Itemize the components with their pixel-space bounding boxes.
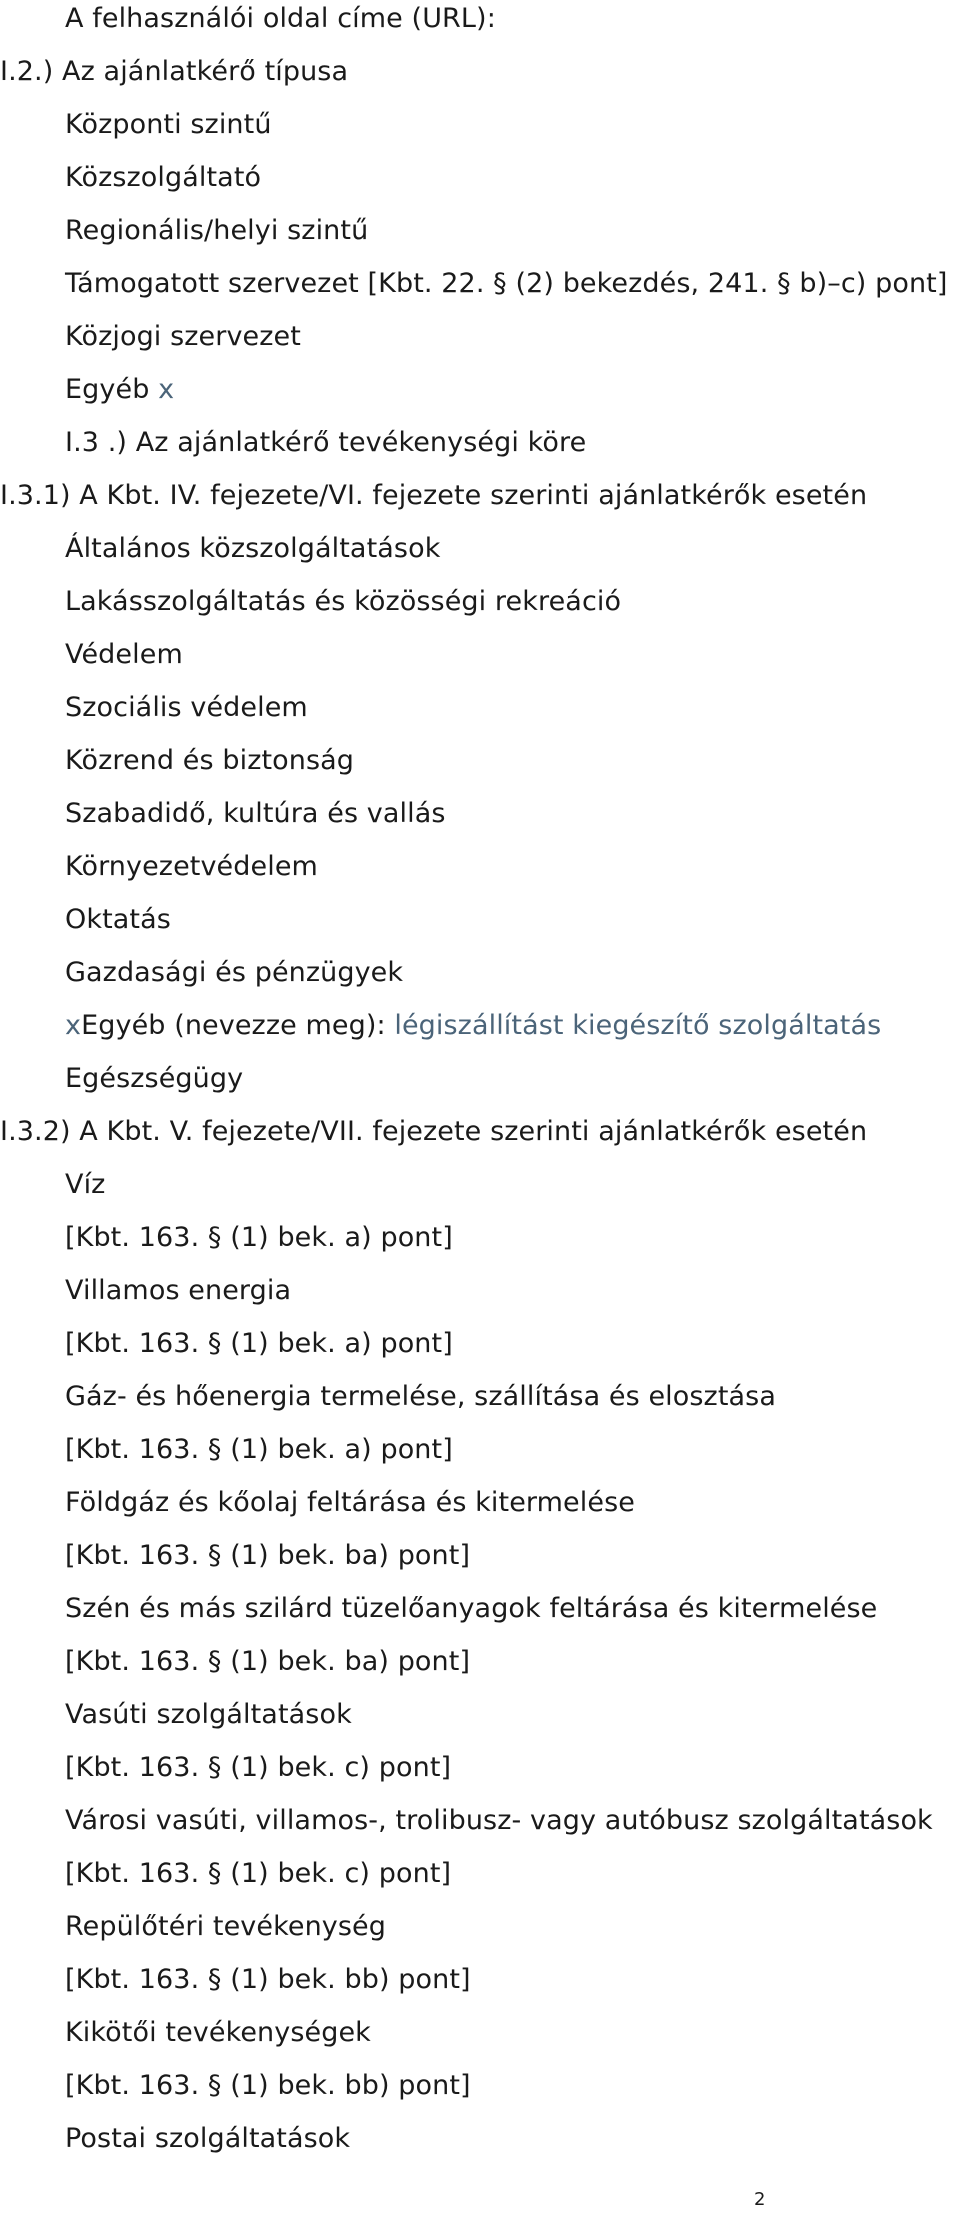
activity-other bbox=[65, 1009, 881, 1043]
utility-postal: Postai szolgáltatások bbox=[65, 2123, 351, 2154]
type-public-service: Közszolgáltató bbox=[65, 162, 262, 193]
utility-water-reference: [Kbt. 163. § (1) bek. a) pont] bbox=[65, 1222, 453, 1253]
utility-coal: Szén és más szilárd tüzelőanyagok feltárása és kitermelése bbox=[65, 1593, 878, 1624]
url-label: A felhasználói oldal címe (URL): bbox=[65, 3, 496, 34]
type-public-law-body: Közjogi szervezet bbox=[65, 321, 301, 352]
activity-defence: Védelem bbox=[65, 639, 183, 670]
utility-rail-reference: [Kbt. 163. § (1) bek. c) pont] bbox=[65, 1752, 452, 1783]
type-other-label: Egyéb bbox=[65, 374, 159, 405]
utility-coal-reference: [Kbt. 163. § (1) bek. ba) pont] bbox=[65, 1646, 471, 1677]
activity-other-value: légiszállítást kiegészítő szolgáltatás bbox=[394, 1010, 882, 1041]
utility-port-reference: [Kbt. 163. § (1) bek. bb) pont] bbox=[65, 2070, 471, 2101]
utility-rail: Vasúti szolgáltatások bbox=[65, 1699, 352, 1730]
activity-other-check-mark: x bbox=[65, 1010, 82, 1041]
activity-social-protection: Szociális védelem bbox=[65, 692, 308, 723]
utility-urban-transport: Városi vasúti, villamos-, trolibusz- vagy autóbusz szolgáltatások bbox=[65, 1805, 933, 1836]
section-heading-1-3: I.3 .) Az ajánlatkérő tevékenységi köre bbox=[65, 427, 587, 458]
activity-health: Egészségügy bbox=[65, 1063, 244, 1094]
utility-airport: Repülőtéri tevékenység bbox=[65, 1911, 386, 1942]
utility-oil-gas: Földgáz és kőolaj feltárása és kitermelése bbox=[65, 1487, 635, 1518]
activity-public-order: Közrend és biztonság bbox=[65, 745, 355, 776]
utility-airport-reference: [Kbt. 163. § (1) bek. bb) pont] bbox=[65, 1964, 471, 1995]
activity-environment: Környezetvédelem bbox=[65, 851, 318, 882]
utility-electricity: Villamos energia bbox=[65, 1275, 292, 1306]
activity-economic-financial: Gazdasági és pénzügyek bbox=[65, 957, 404, 988]
type-central: Központi szintű bbox=[65, 109, 272, 140]
utility-gas-heat: Gáz- és hőenergia termelése, szállítása és elosztása bbox=[65, 1381, 776, 1412]
type-supported-organization: Támogatott szervezet [Kbt. 22. § (2) bekezdés, 241. § b)–c) pont] bbox=[65, 268, 948, 299]
type-other bbox=[65, 373, 174, 407]
utility-gas-heat-reference: [Kbt. 163. § (1) bek. a) pont] bbox=[65, 1434, 453, 1465]
activity-leisure-culture: Szabadidő, kultúra és vallás bbox=[65, 798, 446, 829]
activity-education: Oktatás bbox=[65, 904, 171, 935]
section-heading-1-2: I.2.) Az ajánlatkérő típusa bbox=[0, 56, 349, 87]
page-number: 2 bbox=[754, 2189, 766, 2210]
utility-port: Kikötői tevékenységek bbox=[65, 2017, 371, 2048]
activity-other-label: Egyéb (nevezze meg): bbox=[81, 1010, 395, 1041]
section-heading-1-3-1: I.3.1) A Kbt. IV. fejezete/VI. fejezete szerinti ajánlatkérők esetén bbox=[0, 480, 868, 511]
utility-electricity-reference: [Kbt. 163. § (1) bek. a) pont] bbox=[65, 1328, 453, 1359]
utility-oil-gas-reference: [Kbt. 163. § (1) bek. ba) pont] bbox=[65, 1540, 471, 1571]
section-heading-1-3-2: I.3.2) A Kbt. V. fejezete/VII. fejezete szerinti ajánlatkérők esetén bbox=[0, 1116, 868, 1147]
activity-housing: Lakásszolgáltatás és közösségi rekreáció bbox=[65, 586, 622, 617]
type-other-check-mark: x bbox=[158, 374, 175, 405]
utility-water: Víz bbox=[65, 1169, 106, 1200]
type-regional: Regionális/helyi szintű bbox=[65, 215, 369, 246]
utility-urban-transport-reference: [Kbt. 163. § (1) bek. c) pont] bbox=[65, 1858, 452, 1889]
activity-general-public-services: Általános közszolgáltatások bbox=[65, 533, 441, 564]
